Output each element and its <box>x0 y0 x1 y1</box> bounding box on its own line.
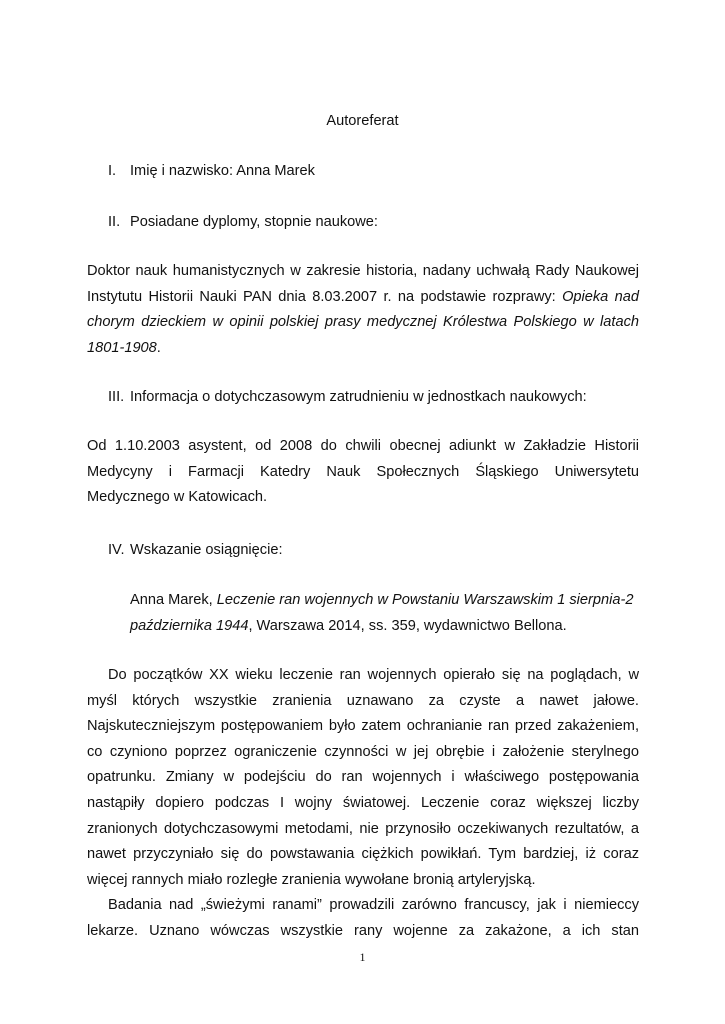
section-text: Posiadane dyplomy, stopnie naukowe: <box>130 214 378 230</box>
section-number: I. <box>108 163 117 179</box>
paragraph-line: Medycznego w Katowicach. <box>87 489 268 506</box>
citation-author: Anna Marek, <box>130 592 217 608</box>
paragraph-line: Badania nad „świeżymi ranami” prowadzili zarówno francuscy, jak i niemieccy <box>108 897 639 914</box>
paragraph-line <box>87 285 639 311</box>
page-number: 1 <box>359 950 366 964</box>
dissertation-title-part: Opieka nad <box>562 288 639 305</box>
paragraph-line: opatrunku. Zmiany w podejściu do ran wojennych i właściwego postępowania <box>87 769 639 786</box>
section-heading-diplomas <box>108 212 378 232</box>
document-title: Autoreferat <box>326 113 399 129</box>
paragraph-line: lekarze. Uznano wówczas wszystkie rany wojenne za zakażone, a ich stan <box>87 922 639 939</box>
paragraph-line <box>87 310 639 336</box>
paragraph-line: co czyniono poprzez ograniczenie czynności w jej obrębie i założenie sterylnego <box>87 743 639 760</box>
section-text: Informacja o dotychczasowym zatrudnieniu w jednostkach naukowych: <box>130 389 587 405</box>
section-text: Wskazanie osiągnięcie: <box>130 542 283 558</box>
citation-line <box>130 588 642 614</box>
line-text: . <box>156 339 161 356</box>
dissertation-title-part: chorym dzieckiem w opinii polskiej prasy medycznej Królestwa Polskiego w latach <box>87 314 639 331</box>
section-number: II. <box>108 214 121 230</box>
section-number: III. <box>108 389 125 405</box>
dissertation-title-part: 1801-1908 <box>87 339 157 356</box>
citation-title: Leczenie ran wojennych w Powstaniu Warszawskim 1 sierpnia-2 <box>216 592 634 608</box>
body-paragraph <box>87 663 639 945</box>
citation-details: , Warszawa 2014, ss. 359, wydawnictwo Bellona. <box>248 617 567 634</box>
degree-paragraph <box>87 259 639 361</box>
paragraph-line: zranionych dotychczasowymi metodami, nie przynosiło oczekiwanych rezultatów, a <box>87 820 639 837</box>
section-text: Imię i nazwisko: Anna Marek <box>130 163 315 179</box>
achievement-citation <box>130 588 642 639</box>
section-heading-name <box>108 161 315 181</box>
paragraph-line: Medycyny i Farmacji Katedry Nauk Społecznych Śląskiego Uniwersytetu <box>87 463 639 480</box>
line-text: Instytutu Historii Nauki PAN dnia 8.03.2007 r. na podstawie rozprawy: <box>87 288 563 305</box>
paragraph-line: nastąpiły dopiero podczas I wojny światowej. Leczenie coraz większej liczby <box>87 794 639 811</box>
paragraph-line: Najskuteczniejszym postępowaniem było zatem ochranianie ran przed zakażeniem, <box>87 718 639 735</box>
section-heading-employment <box>108 387 587 407</box>
citation-line <box>130 614 642 640</box>
employment-paragraph <box>87 434 639 511</box>
paragraph-line: nawet przyczyniało się do powstawania ciężkich powikłań. Tym bardziej, iż coraz <box>87 846 639 863</box>
citation-title: października 1944 <box>130 617 249 634</box>
paragraph-line: Doktor nauk humanistycznych w zakresie historia, nadany uchwałą Rady Naukowej <box>87 263 639 279</box>
paragraph-line <box>87 336 639 362</box>
section-number: IV. <box>108 542 125 558</box>
paragraph-line: więcej rannych miało rozległe zranienia wywołane bronią artyleryjską. <box>87 871 536 888</box>
section-heading-achievement <box>108 540 283 560</box>
paragraph-line: Do początków XX wieku leczenie ran wojennych opierało się na poglądach, w <box>108 667 639 683</box>
paragraph-line: myśl których wszystkie zranienia uznawano za czyste a nawet jałowe. <box>87 692 639 709</box>
paragraph-line: Od 1.10.2003 asystent, od 2008 do chwili obecnej adiunkt w Zakładzie Historii <box>87 438 639 454</box>
